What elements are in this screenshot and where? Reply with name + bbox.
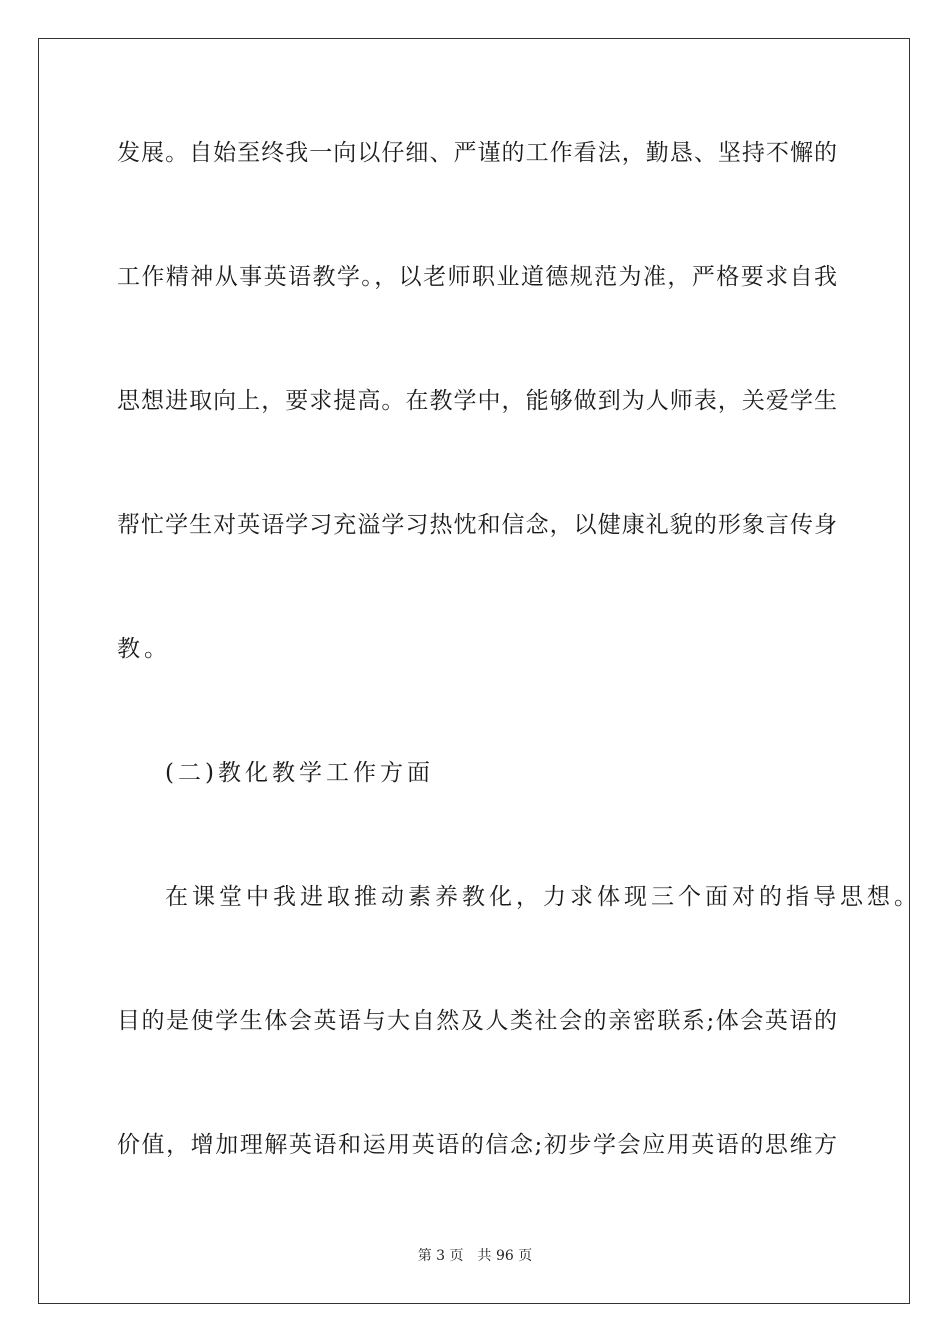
- paragraph-line: 教。: [117, 636, 171, 662]
- paragraph-line: 工作精神从事英语教学。，以老师职业道德规范为准，严格要求自我: [117, 264, 837, 290]
- page-footer: [0, 1247, 950, 1265]
- page-number: 第 3 页: [417, 1248, 464, 1264]
- paragraph-line: 发展。自始至终我一向以仔细、严谨的工作看法，勤恳、坚持不懈的: [117, 140, 837, 166]
- section-heading: (二)教化教学工作方面: [165, 760, 434, 786]
- paragraph-line: 思想进取向上，要求提高。在教学中，能够做到为人师表，关爱学生: [117, 388, 837, 414]
- paragraph-line: 价值，增加理解英语和运用英语的信念;初步学会应用英语的思维方: [117, 1132, 837, 1158]
- page-frame: [38, 38, 921, 1304]
- paragraph-line: 目的是使学生体会英语与大自然及人类社会的亲密联系;体会英语的: [117, 1008, 837, 1034]
- page-total: 共 96 页: [477, 1248, 533, 1264]
- paragraph-line: 帮忙学生对英语学习充溢学习热忱和信念，以健康礼貌的形象言传身: [117, 512, 837, 538]
- paragraph-line: 在课堂中我进取推动素养教化，力求体现三个面对的指导思想。: [165, 884, 921, 910]
